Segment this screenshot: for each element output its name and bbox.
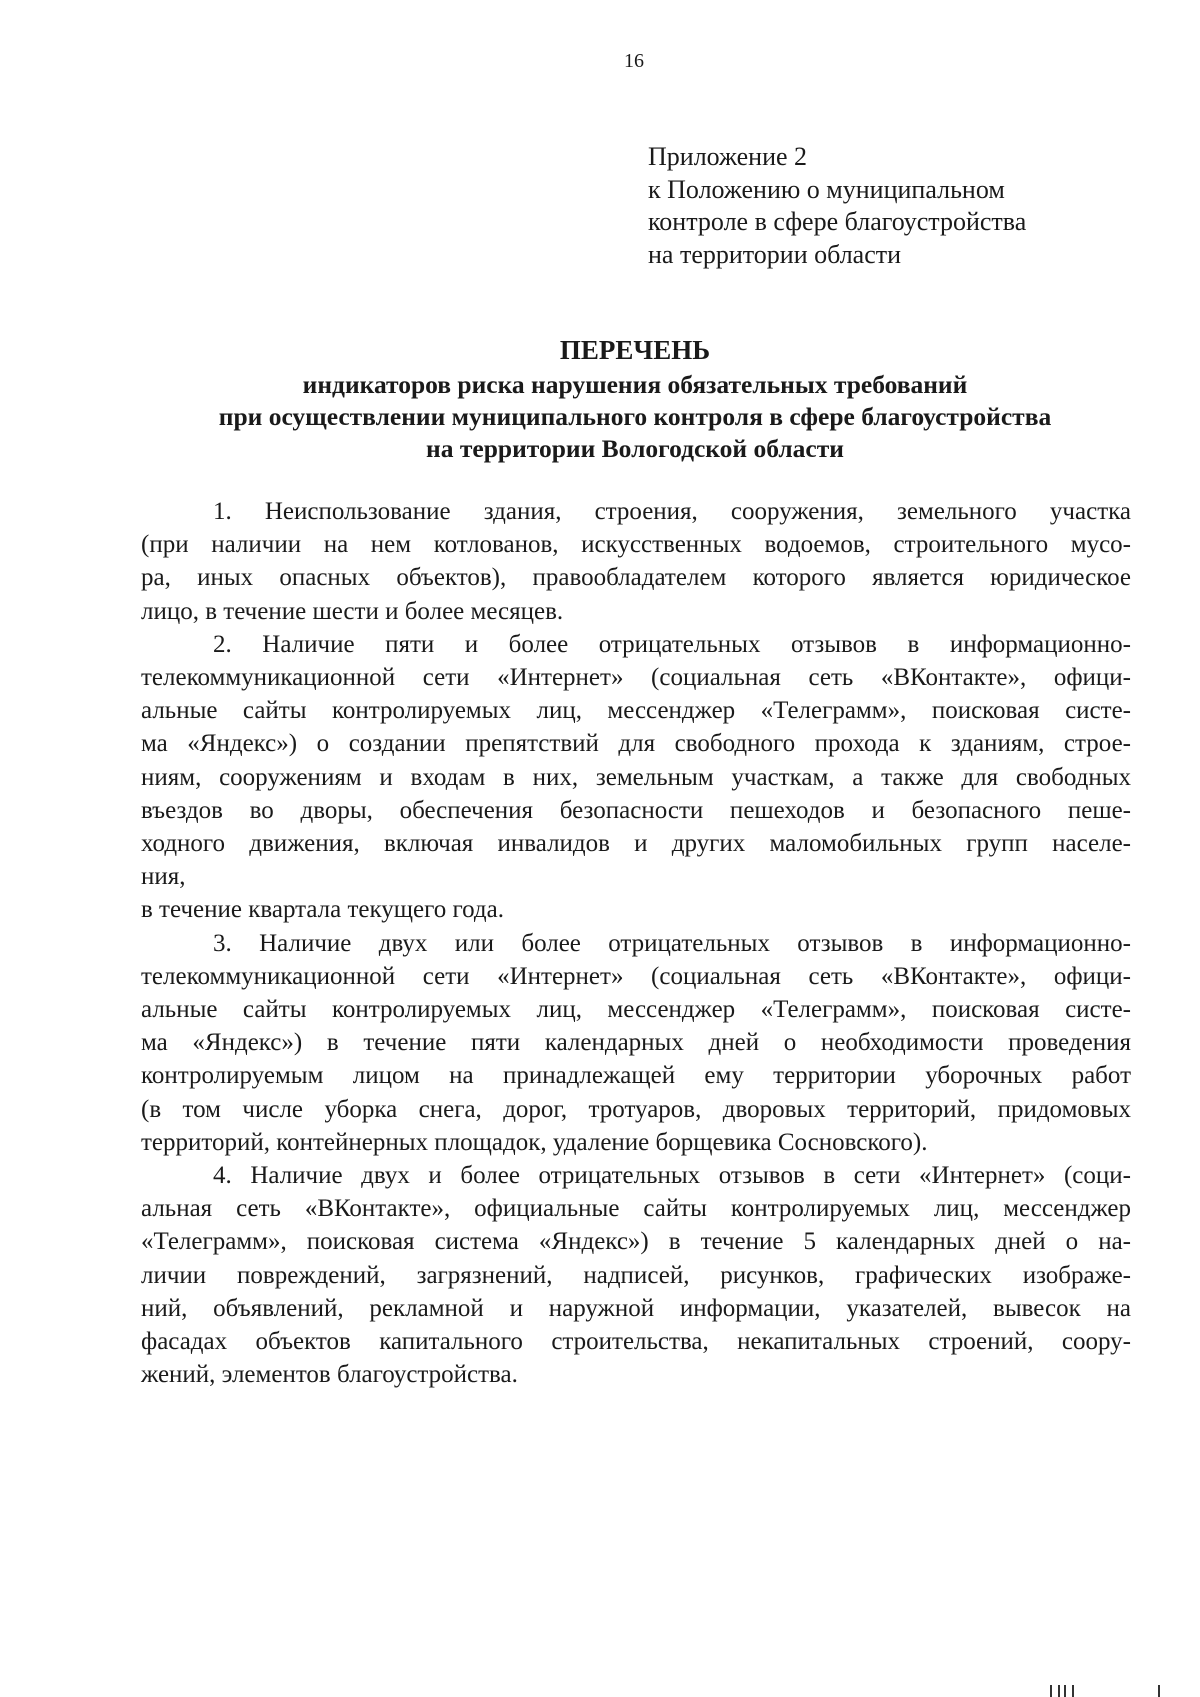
- text-line: лицо, в течение шести и более месяцев.: [141, 597, 564, 625]
- text-line: территорий, контейнерных площадок, удаление борщевика Сосновского).: [141, 1128, 928, 1156]
- text-line: ниям, сооружениям и входам в них, земельным участкам, а также для свободных: [141, 763, 1131, 791]
- title-subtitle-line: индикаторов риска нарушения обязательных требований: [302, 370, 968, 399]
- text-line: 1. Неиспользование здания, строения, сооружения, земельного участка: [213, 498, 1131, 525]
- appendix-line: на территории области: [648, 239, 902, 269]
- appendix-line: контроле в сфере благоустройства: [648, 207, 1027, 236]
- scan-artifact: [1040, 1683, 1180, 1697]
- indicator-item-2: [141, 628, 1131, 927]
- text-line: телекоммуникационной сети «Интернет» (социальная сеть «ВКонтакте», офици-: [141, 664, 1131, 692]
- text-line: (в том числе уборка снега, дорог, тротуаров, дворовых территорий, придомовых: [141, 1095, 1131, 1123]
- text-line: фасадах объектов капитального строительства, некапитальных строений, соору-: [141, 1328, 1131, 1356]
- text-line: ма «Яндекс») в течение пяти календарных дней о необходимости проведения: [141, 1029, 1131, 1057]
- title-subtitle-line: при осуществлении муниципального контроля в сфере благоустройства: [218, 402, 1052, 431]
- text-line: телекоммуникационной сети «Интернет» (социальная сеть «ВКонтакте», офици-: [141, 962, 1131, 990]
- text-line: альные сайты контролируемых лиц, мессенджер «Телеграмм», поисковая систе-: [141, 697, 1131, 725]
- text-line: (при наличии на нем котлованов, искусственных водоемов, строительного мусо-: [141, 531, 1131, 559]
- title-main: ПЕРЕЧЕНЬ: [559, 335, 711, 365]
- text-line: ра, иных опасных объектов), правообладателем которого является юридическое: [141, 564, 1131, 592]
- appendix-note: [648, 141, 1168, 271]
- text-line: 4. Наличие двух и более отрицательных отзывов в сети «Интернет» (соци-: [213, 1162, 1131, 1190]
- title-subtitle: [150, 369, 1120, 465]
- page-number: 16: [624, 50, 644, 72]
- text-line: альные сайты контролируемых лиц, мессенджер «Телеграмм», поисковая систе-: [141, 996, 1131, 1024]
- text-line: въездов во дворы, обеспечения безопасности пешеходов и безопасного пеше-: [141, 796, 1131, 824]
- appendix-line: Приложение 2: [648, 142, 808, 171]
- text-line: ма «Яндекс») о создании препятствий для свободного прохода к зданиям, строе-: [141, 730, 1131, 758]
- title-subtitle-line: на территории Вологодской области: [426, 434, 844, 463]
- text-line: ходного движения, включая инвалидов и других маломобильных групп населе-: [141, 830, 1131, 858]
- document-title: [150, 333, 1120, 465]
- text-line: контролируемым лицом на принадлежащей ему территории уборочных работ: [141, 1062, 1131, 1090]
- text-line: 3. Наличие двух или более отрицательных отзывов в информационно-: [213, 929, 1131, 957]
- text-line: в течение квартала текущего года.: [141, 896, 505, 924]
- indicator-item-1: [141, 495, 1131, 628]
- indicator-item-3: [141, 927, 1131, 1159]
- text-line: альная сеть «ВКонтакте», официальные сайты контролируемых лиц, мессенджер: [141, 1195, 1131, 1223]
- text-line: ния,: [141, 863, 186, 891]
- appendix-line: к Положению о муниципальном: [648, 174, 1005, 204]
- text-line: «Телеграмм», поисковая система «Яндекс») в течение 5 календарных дней о на-: [141, 1228, 1131, 1256]
- text-line: 2. Наличие пяти и более отрицательных отзывов в информационно-: [213, 630, 1131, 658]
- indicator-item-4: [141, 1159, 1131, 1391]
- text-line: личии повреждений, загрязнений, надписей, рисунков, графических изображе-: [141, 1261, 1131, 1289]
- indicator-list: [141, 495, 1131, 1391]
- text-line: жений, элементов благоустройства.: [141, 1361, 518, 1389]
- text-line: ний, объявлений, рекламной и наружной информации, указателей, вывесок на: [141, 1294, 1131, 1322]
